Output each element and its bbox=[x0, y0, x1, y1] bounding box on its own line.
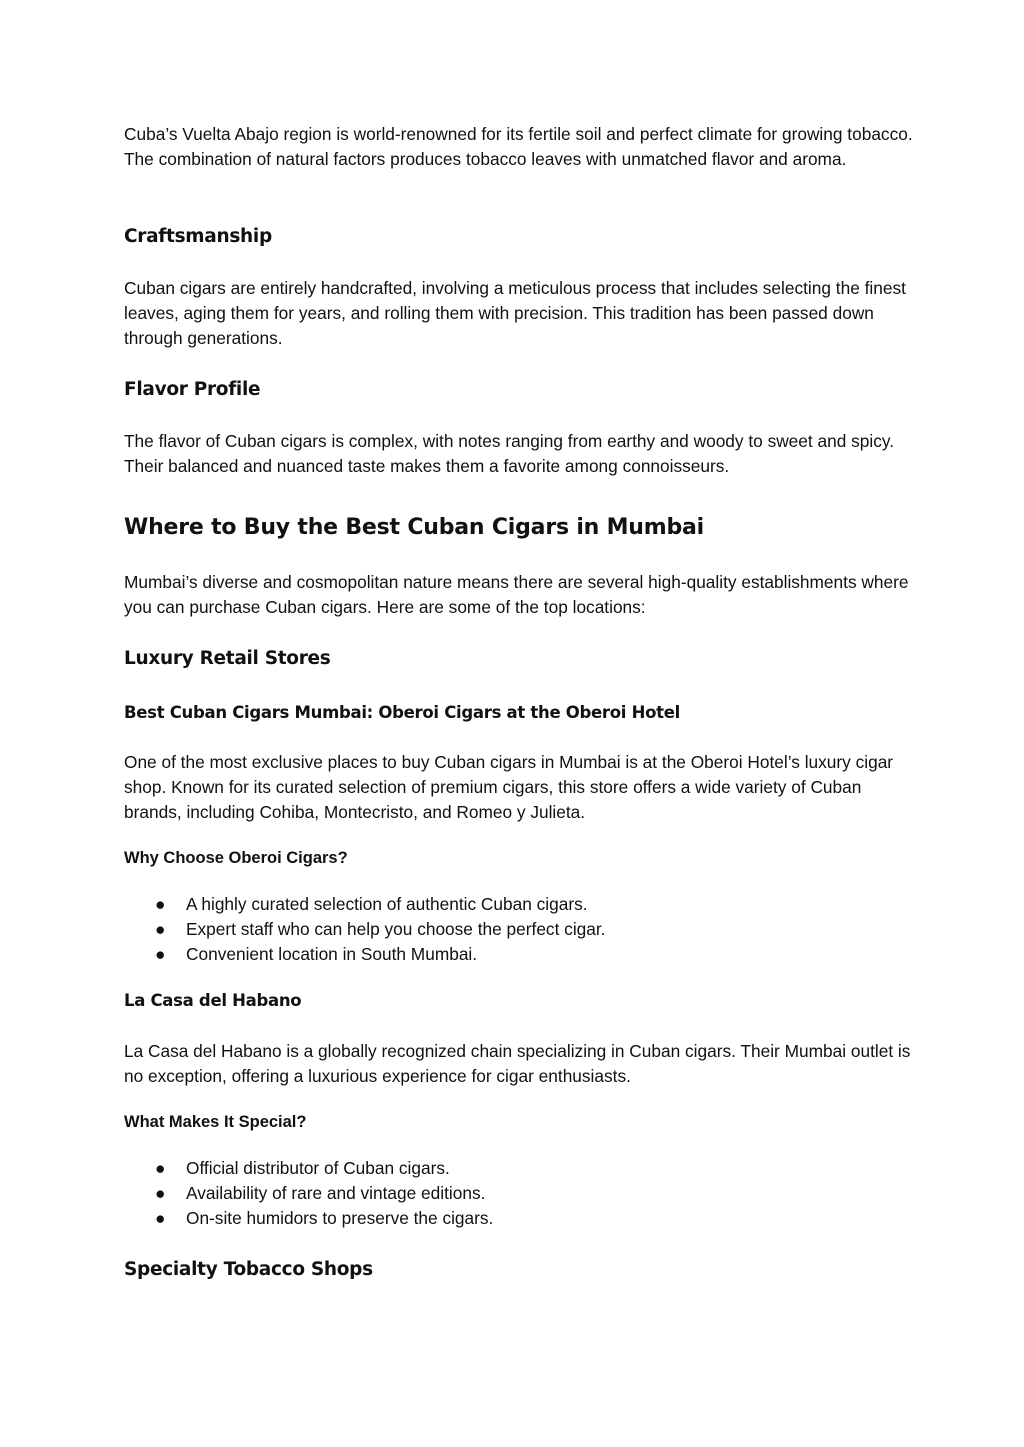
oberoi-heading: Best Cuban Cigars Mumbai: Oberoi Cigars at the Oberoi Hotel bbox=[124, 703, 680, 722]
oberoi-subheading: Why Choose Oberoi Cigars? bbox=[124, 849, 348, 867]
bullet-icon: ● bbox=[155, 1208, 166, 1228]
habano-subheading: What Makes It Special? bbox=[124, 1113, 307, 1131]
list-item-text: Convenient location in South Mumbai. bbox=[186, 944, 478, 964]
list-item-text: On-site humidors to preserve the cigars. bbox=[186, 1208, 494, 1228]
where-to-buy-paragraph: Mumbai’s diverse and cosmopolitan nature means there are several high-quality establishments where you can purchase Cuban cigars. Here are some of the top locations: bbox=[124, 572, 909, 617]
list-item bbox=[124, 892, 914, 917]
list-item-text: Availability of rare and vintage editions. bbox=[186, 1183, 486, 1203]
flavor-heading: Flavor Profile bbox=[124, 379, 261, 400]
craftsmanship-heading: Craftsmanship bbox=[124, 226, 272, 247]
bullet-icon: ● bbox=[155, 1158, 166, 1178]
list-item-text: Expert staff who can help you choose the perfect cigar. bbox=[186, 919, 606, 939]
luxury-heading: Luxury Retail Stores bbox=[124, 648, 331, 669]
oberoi-bullet-list bbox=[124, 892, 914, 967]
craftsmanship-paragraph: Cuban cigars are entirely handcrafted, involving a meticulous process that includes selecting the finest leaves, aging them for years, and rolling them with precision. This tradition has been passed down through generations. bbox=[124, 278, 906, 348]
habano-paragraph: La Casa del Habano is a globally recognized chain specializing in Cuban cigars. Their Mumbai outlet is no exception, offering a luxurious experience for cigar enthusiasts. bbox=[124, 1041, 911, 1086]
list-item bbox=[124, 1156, 914, 1181]
bullet-icon: ● bbox=[155, 1183, 166, 1203]
list-item-text: A highly curated selection of authentic Cuban cigars. bbox=[186, 894, 588, 914]
intro-paragraph: Cuba’s Vuelta Abajo region is world-renowned for its fertile soil and perfect climate for growing tobacco. The combination of natural factors produces tobacco leaves with unmatched flavor and aroma. bbox=[124, 124, 913, 169]
bullet-icon: ● bbox=[155, 944, 166, 964]
flavor-paragraph: The flavor of Cuban cigars is complex, with notes ranging from earthy and woody to sweet and spicy. Their balanced and nuanced taste makes them a favorite among connoisseurs. bbox=[124, 431, 895, 476]
specialty-heading: Specialty Tobacco Shops bbox=[124, 1259, 373, 1280]
oberoi-paragraph: One of the most exclusive places to buy Cuban cigars in Mumbai is at the Oberoi Hotel’s luxury cigar shop. Known for its curated selection of premium cigars, this store offers a wide variety of Cuban brands, including Cohiba, Montecristo, and Romeo y Julieta. bbox=[124, 752, 894, 822]
list-item bbox=[124, 1181, 914, 1206]
list-item bbox=[124, 917, 914, 942]
bullet-icon: ● bbox=[155, 919, 166, 939]
list-item bbox=[124, 1206, 914, 1231]
habano-bullet-list bbox=[124, 1156, 914, 1231]
list-item bbox=[124, 942, 914, 967]
list-item-text: Official distributor of Cuban cigars. bbox=[186, 1158, 450, 1178]
habano-heading: La Casa del Habano bbox=[124, 991, 302, 1010]
bullet-icon: ● bbox=[155, 894, 166, 914]
where-to-buy-heading: Where to Buy the Best Cuban Cigars in Mumbai bbox=[124, 515, 705, 540]
